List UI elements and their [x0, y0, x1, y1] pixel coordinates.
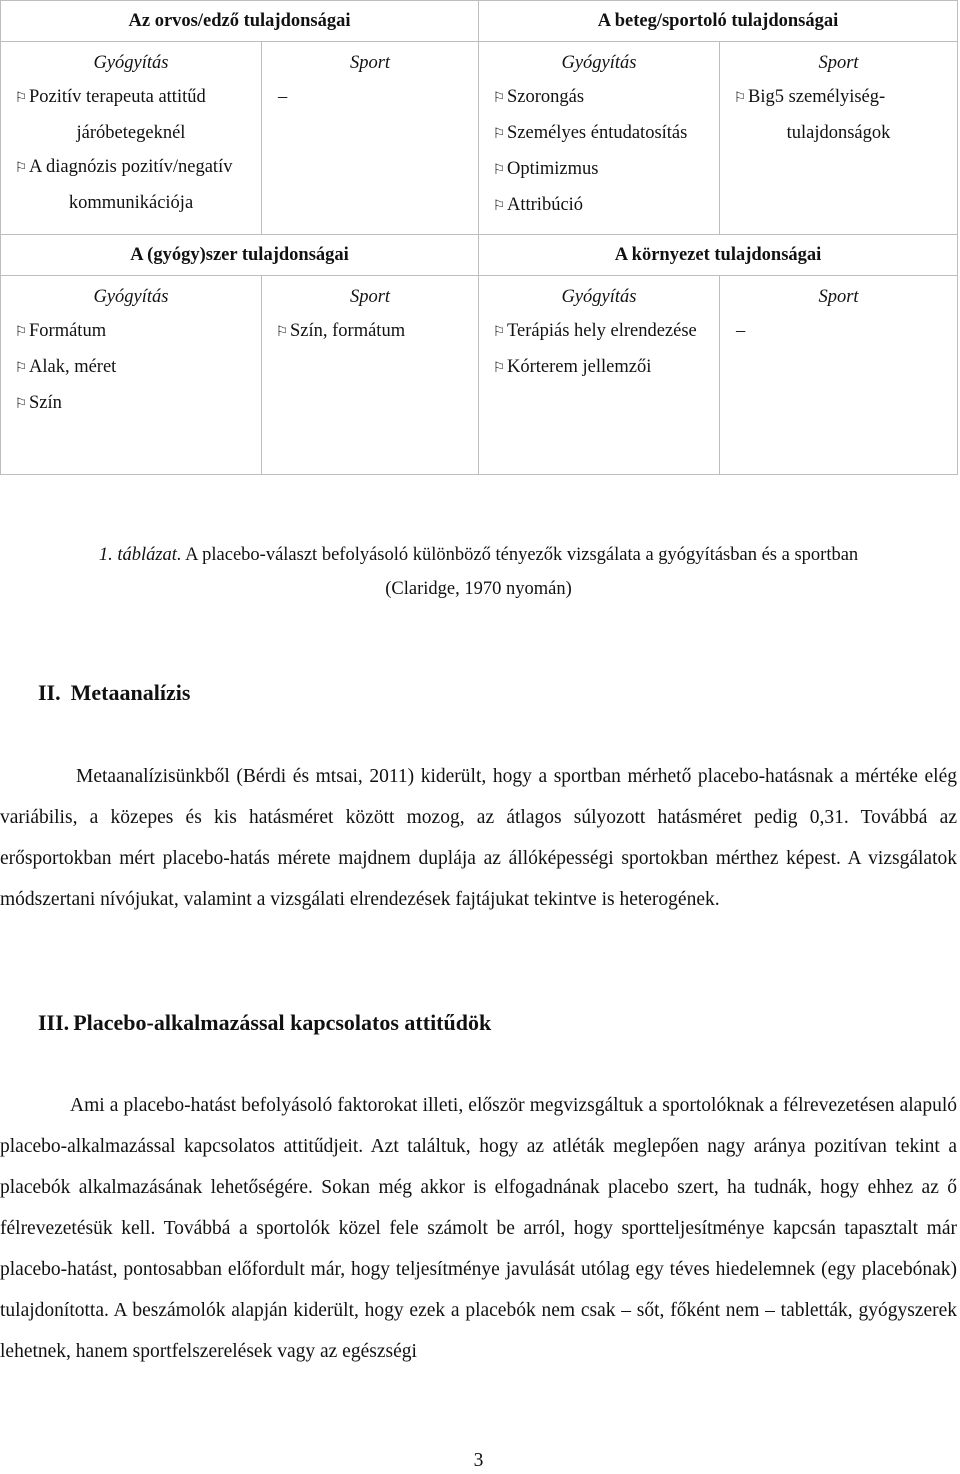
header-patient: A beteg/sportoló tulajdonságai: [479, 1, 958, 42]
drug-sport-cell: [262, 276, 479, 475]
list-item-continued: tulajdonságok: [786, 123, 891, 143]
subheader-healing: Gyógyítás: [561, 53, 637, 73]
list-item: ⚐Személyes éntudatosítás: [483, 116, 715, 152]
list-item: ⚐Szín: [5, 386, 257, 422]
subheader-healing: Gyógyítás: [93, 287, 169, 307]
flag-icon: ⚐: [492, 163, 506, 178]
doctor-sport-cell: [262, 42, 479, 235]
list-item: ⚐Attribúció: [483, 188, 715, 224]
subheader-sport: Sport: [818, 53, 859, 73]
caption-text: A placebo-választ befolyásoló különböző tényezők vizsgálata a gyógyításban és a sportban: [181, 545, 859, 565]
doctor-healing-cell: [1, 42, 262, 235]
flag-icon: ⚐: [492, 361, 506, 376]
drug-healing-cell: [1, 276, 262, 475]
section-title: Metaanalízis: [70, 680, 191, 705]
flag-icon: ⚐: [492, 91, 506, 106]
factors-table: [0, 0, 958, 475]
list-item: ⚐Formátum: [5, 314, 257, 350]
flag-icon: ⚐: [275, 325, 289, 340]
section-number: III.: [38, 1010, 70, 1035]
section-heading: [38, 680, 190, 706]
flag-icon: ⚐: [14, 161, 28, 176]
patient-healing-cell: [479, 42, 720, 235]
list-item: ⚐Pozitív terapeuta attitűd: [5, 80, 257, 116]
flag-icon: ⚐: [14, 361, 28, 376]
list-item-continued: kommunikációja: [68, 193, 194, 213]
subheader-healing: Gyógyítás: [93, 53, 169, 73]
list-item: ⚐Optimizmus: [483, 152, 715, 188]
subheader-sport: Sport: [818, 287, 859, 307]
flag-icon: ⚐: [14, 397, 28, 412]
patient-sport-cell: [720, 42, 958, 235]
flag-icon: ⚐: [492, 127, 506, 142]
header-drug: A (gyógy)szer tulajdonságai: [1, 235, 479, 276]
env-sport-cell: [720, 276, 958, 475]
body-paragraph: Ami a placebo-hatást befolyásoló faktorokat illeti, először megvizsgáltuk a sportolóknak a félrevezetésen alapuló placebo-alkalmazással kapcsolatos attitűdjeit. Azt találtuk, hogy az atléták meglepően nagy aránya pozitívan tekint a placebók alkalmazásának lehetőségére. Sokan még akkor is elfogadnának placebo szert, ha tudnák, hogy ehhez az ő félrevezetésük kell. Továbbá a sportolók közel fele számolt be arról, hogy sportteljesítménye kapcsán tapasztalt már placebo-hatást, pontosabban előfordult már, hogy teljesítménye javulását utólag egy téves hiedelemnek (egy placebónak) tulajdonította. A beszámolók alapján kiderült, hogy ezek a placebók nem csak – sőt, főként nem – tabletták, gyógyszerek lehetnek, hanem sportfelszerelések vagy az egészségi: [0, 1095, 957, 1362]
section-heading: [38, 1010, 491, 1036]
flag-icon: ⚐: [492, 325, 506, 340]
header-environment: A környezet tulajdonságai: [479, 235, 958, 276]
section-number: II.: [38, 680, 61, 705]
flag-icon: ⚐: [733, 91, 747, 106]
table-caption: [0, 538, 957, 572]
page-number: 3: [473, 1450, 484, 1471]
subheader-sport: Sport: [349, 287, 391, 307]
caption-label: 1. táblázat.: [98, 545, 182, 565]
empty-dash: –: [736, 321, 746, 341]
flag-icon: ⚐: [14, 325, 28, 340]
list-item: ⚐A diagnózis pozitív/negatív: [5, 150, 257, 186]
body-paragraph: Metaanalízisünkből (Bérdi és mtsai, 2011) kiderült, hogy a sportban mérhető placebo-hatásnak a mértéke elég variábilis, a közepes és kis hatásméret között mozog, az átlagos súlyozott hatásméret pedig 0,31. Továbbá az erősportokban mért placebo-hatás mérete majdnem duplája az állóképességi sportokban mérthez képest. A vizsgálatok módszertani nívójukat, valamint a vizsgálati elrendezések fajtájukat tekintve is heterogének.: [0, 766, 957, 910]
section-title: Placebo-alkalmazással kapcsolatos attitűdök: [73, 1010, 492, 1035]
table-caption-source: (Claridge, 1970 nyomán): [385, 579, 572, 599]
list-item: ⚐Alak, méret: [5, 350, 257, 386]
subheader-healing: Gyógyítás: [561, 287, 637, 307]
flag-icon: ⚐: [14, 91, 28, 106]
subheader-sport: Sport: [349, 53, 391, 73]
list-item: ⚐Szorongás: [483, 80, 715, 116]
list-item: ⚐Kórterem jellemzői: [483, 350, 715, 386]
list-item: ⚐Big5 személyiség-: [724, 80, 953, 116]
empty-dash: –: [278, 87, 288, 107]
flag-icon: ⚐: [492, 199, 506, 214]
header-doctor: Az orvos/edző tulajdonságai: [1, 1, 479, 42]
list-item: ⚐Szín, formátum: [266, 314, 474, 350]
list-item-continued: járóbetegeknél: [76, 123, 186, 143]
list-item: ⚐Terápiás hely elrendezése: [483, 314, 715, 350]
env-healing-cell: [479, 276, 720, 475]
